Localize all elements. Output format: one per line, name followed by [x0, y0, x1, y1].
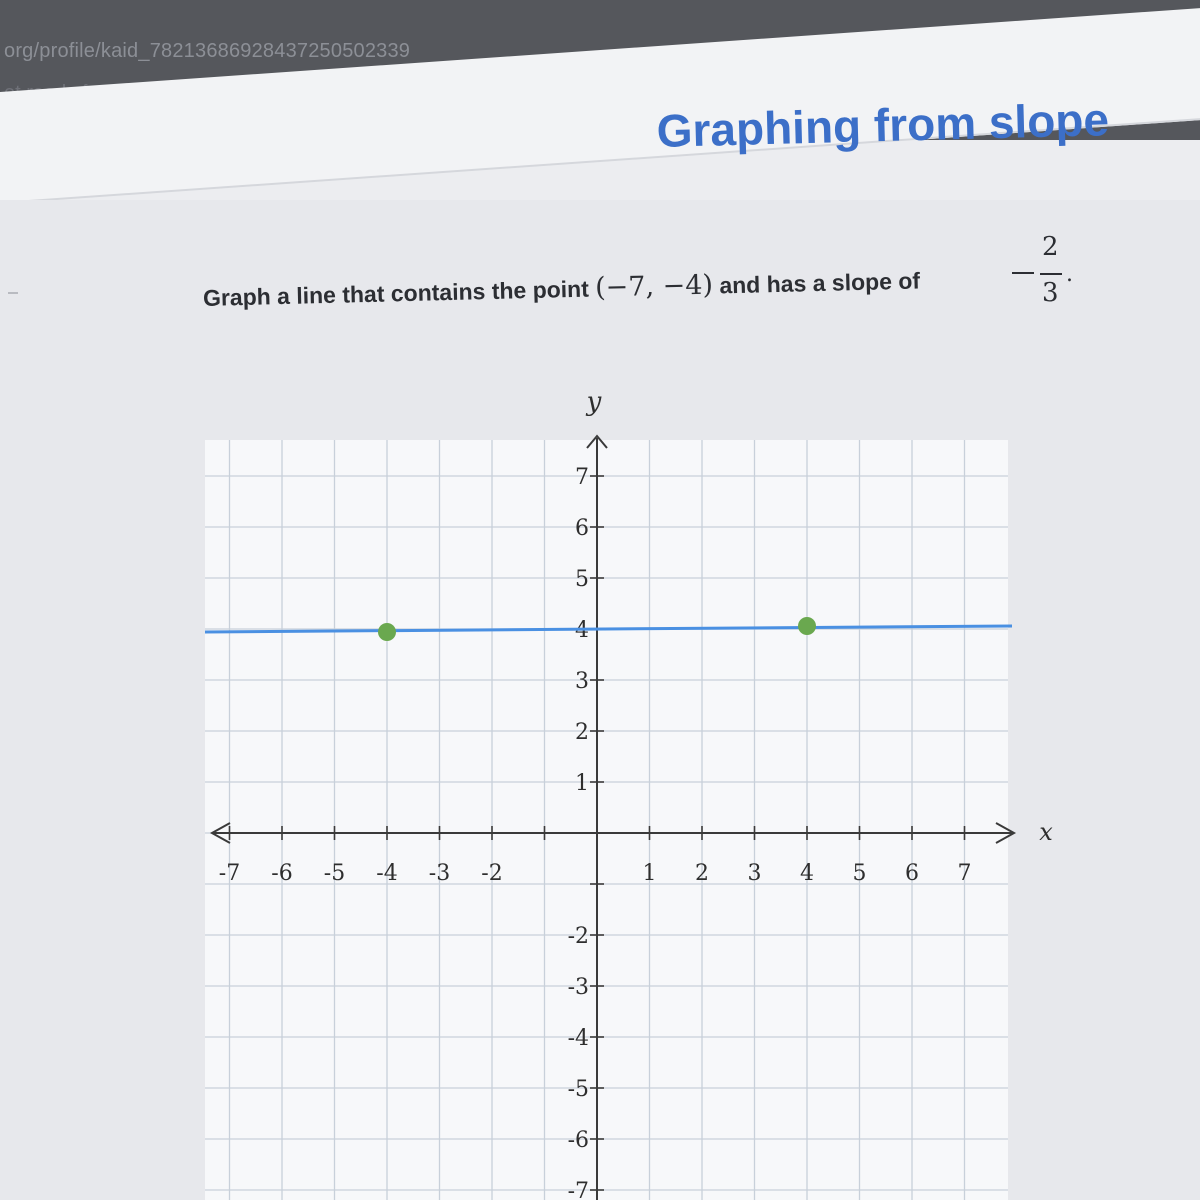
x-tick-label: -5 — [323, 861, 346, 886]
x-tick-label: -2 — [481, 861, 503, 886]
y-tick-label: -5 — [567, 1077, 589, 1102]
y-tick-label: 2 — [575, 720, 589, 745]
grid — [205, 440, 1008, 1200]
x-tick-label: 4 — [800, 861, 814, 886]
y-tick-label: 6 — [575, 516, 589, 541]
x-tick-label: 6 — [905, 861, 919, 886]
x-tick-label: -4 — [376, 861, 398, 886]
question-point: (−7, −4) — [594, 269, 714, 304]
y-tick-label: 3 — [575, 669, 589, 694]
browser-url-text[interactable]: org/profile/kaid_78213686928437250502339 — [4, 40, 411, 62]
y-axis-label: y — [586, 387, 602, 417]
y-tick-label: -2 — [567, 924, 589, 949]
x-tick-label: -7 — [218, 861, 241, 886]
x-tick-label: 3 — [747, 861, 762, 886]
slope-numerator: 2 — [1042, 232, 1059, 262]
x-tick-label: 7 — [957, 861, 972, 886]
question-prefix: Graph a line that contains the point — [202, 275, 590, 311]
x-axis-label: x — [1039, 818, 1053, 846]
movable-point[interactable] — [378, 623, 396, 641]
y-tick-label: -3 — [567, 975, 589, 1000]
x-tick-label: 2 — [695, 861, 709, 886]
y-tick-label: -7 — [567, 1179, 589, 1200]
x-tick-label: 5 — [852, 861, 867, 886]
x-tick-label: -3 — [428, 861, 451, 886]
x-tick-label: -6 — [271, 861, 293, 886]
x-tick-label: 1 — [642, 861, 657, 886]
y-tick-label: 1 — [575, 771, 589, 796]
graph-background — [205, 440, 1008, 1200]
y-tick-label: 7 — [575, 465, 589, 490]
sentence-period: . — [1066, 262, 1073, 287]
movable-point[interactable] — [798, 617, 816, 635]
slope-denominator: 3 — [1042, 278, 1059, 308]
y-tick-label: -4 — [567, 1026, 589, 1051]
y-tick-label: -6 — [567, 1128, 589, 1153]
page-title: Graphing from slope — [656, 93, 1110, 157]
question-mid: and has a slope of — [719, 267, 921, 299]
y-tick-label: 5 — [575, 567, 589, 592]
